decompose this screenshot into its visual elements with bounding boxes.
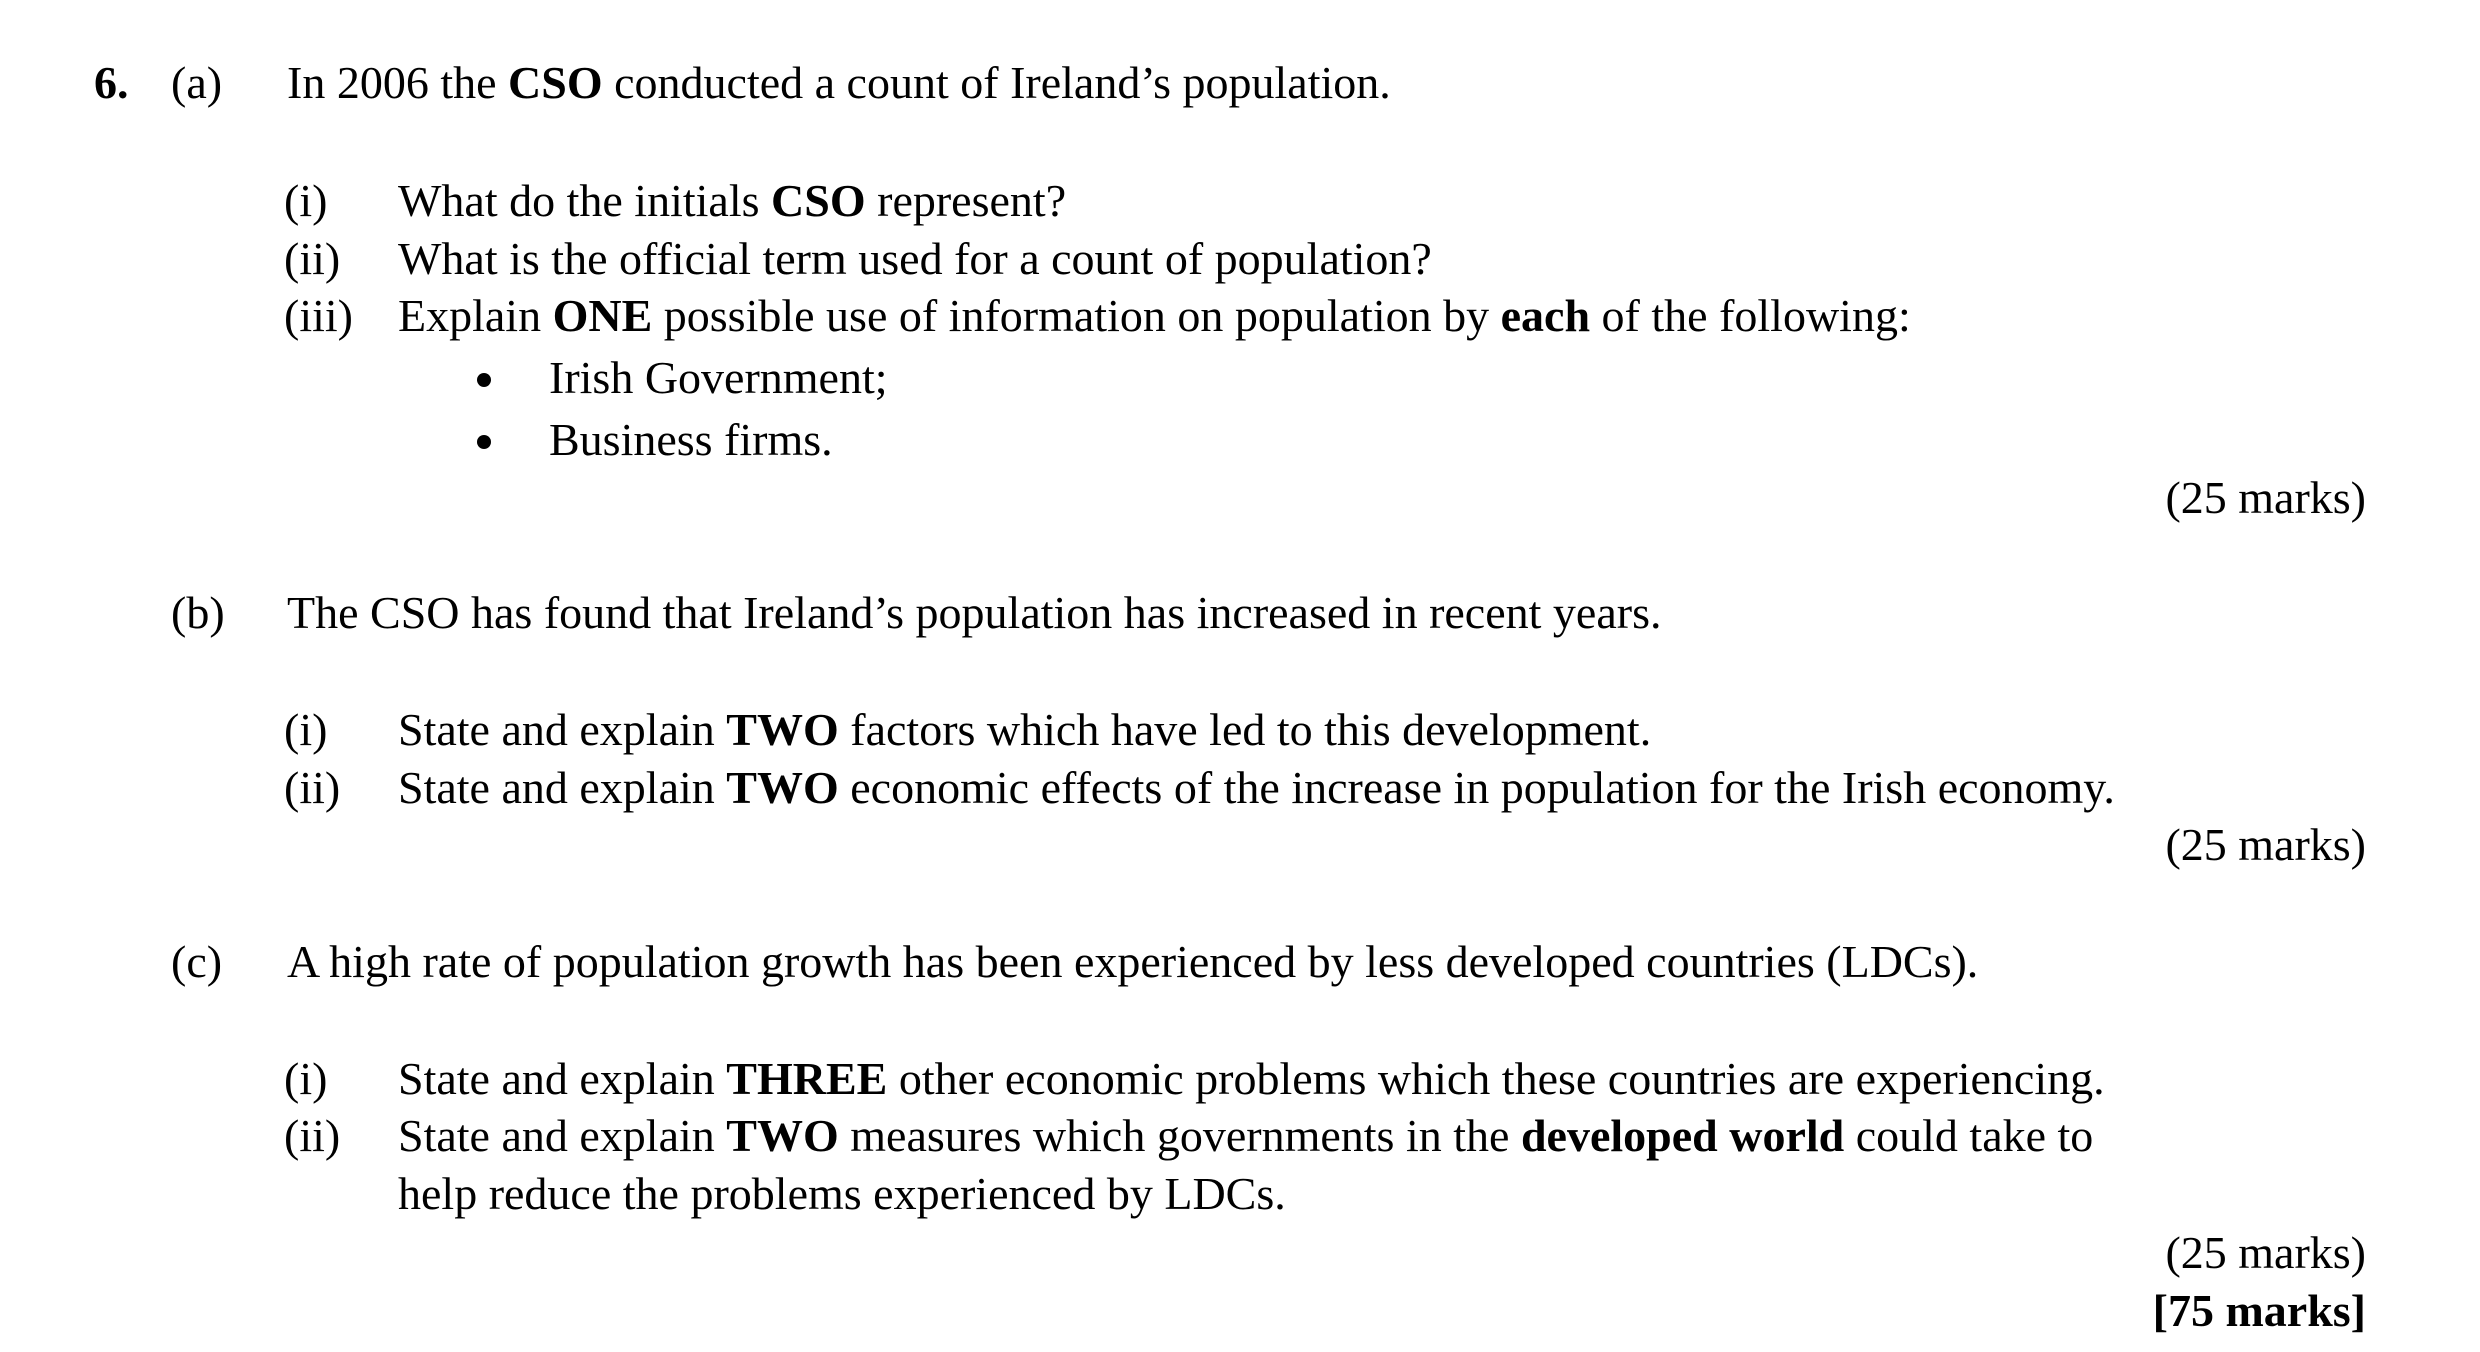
question-number: 6.	[94, 57, 129, 108]
bullet-item-irish-government: Irish Government;	[549, 352, 888, 403]
part-c-stem: A high rate of population growth has been experienced by less developed countries (LDCs).	[287, 936, 1979, 987]
part-b-i-text: State and explain TWO factors which have led to this development.	[398, 704, 1652, 755]
part-b-marks: (25 marks)	[2165, 819, 2366, 870]
part-a-i-label: (i)	[284, 175, 328, 226]
part-c-label: (c)	[171, 936, 223, 987]
part-a-ii-label: (ii)	[284, 233, 341, 284]
part-c-marks: (25 marks)	[2165, 1227, 2366, 1278]
part-a-stem: In 2006 the CSO conducted a count of Ireland’s population.	[287, 57, 1391, 108]
part-b-i-label: (i)	[284, 704, 328, 755]
bullet-icon	[477, 373, 491, 387]
part-b-stem: The CSO has found that Ireland’s population has increased in recent years.	[287, 587, 1662, 638]
part-a-i-text: What do the initials CSO represent?	[398, 175, 1067, 226]
part-a-iii-text: Explain ONE possible use of information on population by each of the following:	[398, 290, 1911, 341]
bullet-item-business-firms: Business firms.	[549, 414, 833, 465]
part-c-i-text: State and explain THREE other economic problems which these countries are experiencing.	[398, 1053, 2105, 1104]
part-a-label: (a)	[171, 57, 223, 108]
part-c-ii-label: (ii)	[284, 1110, 341, 1161]
part-b-ii-text: State and explain TWO economic effects of the increase in population for the Irish economy.	[398, 762, 2115, 813]
part-a-iii-label: (iii)	[284, 290, 353, 341]
part-b-label: (b)	[171, 587, 225, 638]
part-a-marks: (25 marks)	[2165, 472, 2366, 523]
part-c-i-label: (i)	[284, 1053, 328, 1104]
bullet-icon	[477, 435, 491, 449]
part-a-ii-text: What is the official term used for a count of population?	[398, 233, 1432, 284]
part-c-ii-continuation: help reduce the problems experienced by LDCs.	[398, 1168, 1286, 1219]
part-c-ii-text: State and explain TWO measures which governments in the developed world could take to	[398, 1110, 2094, 1161]
part-b-ii-label: (ii)	[284, 762, 341, 813]
total-marks: [75 marks]	[2152, 1285, 2366, 1336]
